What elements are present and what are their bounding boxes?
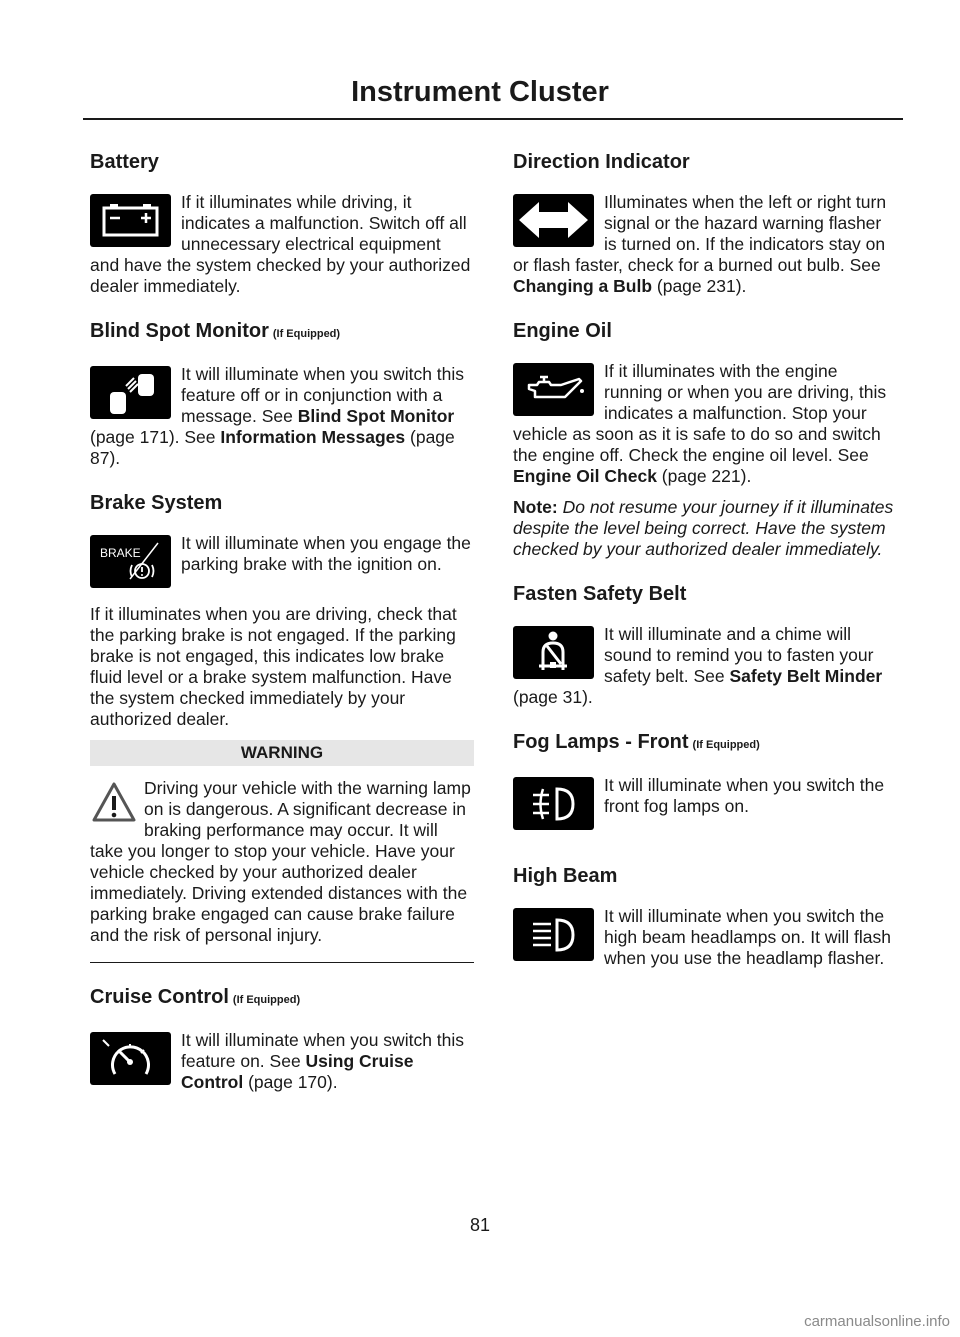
fog-lamp-icon	[513, 777, 594, 830]
cruise-section	[90, 983, 474, 1093]
note-text: Do not resume your journey if it illuminates despite the level being correct. Have the system checked by your authorized dealer immediately.	[513, 497, 894, 559]
brake-icon-label: BRAKE	[100, 546, 141, 560]
blind-spot-text-c: (page 87).	[90, 427, 455, 468]
battery-text: If it illuminates while driving, it indicates a malfunction. Switch off all unnecessary electrical equipment and have the system checked by your authorized dealer immediately.	[90, 192, 471, 296]
warning-rule	[90, 962, 474, 963]
left-column	[90, 148, 474, 1113]
page-title: Instrument Cluster	[351, 76, 609, 108]
cruise-text-b: (page 170).	[243, 1072, 338, 1092]
engine-oil-note	[513, 497, 897, 560]
changing-a-bulb-link[interactable]: Changing a Bulb	[513, 276, 653, 296]
fog-lamps-heading	[513, 728, 897, 759]
cruise-text-a: It will illuminate when you switch this feature on. See	[181, 1030, 465, 1071]
blind-spot-heading	[90, 317, 474, 348]
blind-spot-link[interactable]: Blind Spot Monitor	[297, 406, 455, 426]
high-beam-text: It will illuminate when you switch the high beam headlamps on. It will flash when you use the headlamp flasher.	[604, 906, 891, 968]
information-messages-link[interactable]: Information Messages	[220, 427, 406, 447]
engine-oil-text-a: If it illuminates with the engine running or when you are driving, this indicates a malfunction. Stop your vehicle as soon as it is safe to do so and switch the engine off. Check the engine oil level. See	[513, 361, 887, 465]
brake-heading: Brake System	[90, 492, 223, 514]
direction-heading: Direction Indicator	[513, 151, 690, 173]
high-beam-icon	[513, 908, 594, 961]
engine-oil-section	[513, 317, 897, 560]
direction-text-a: Illuminates when the left or right turn signal or the hazard warning flasher is turned on. If the indicators stay on or flash faster, check for a burned out bulb. See	[513, 192, 887, 275]
high-beam-section	[513, 862, 897, 969]
brake-section	[90, 489, 474, 730]
brake-text-1: It will illuminate when you engage the parking brake with the ignition on.	[181, 533, 471, 574]
safety-belt-text-a: It will illuminate and a chime will sound to remind you to fasten your safety belt. See	[604, 624, 874, 686]
blind-spot-icon	[90, 366, 171, 419]
brake-icon	[90, 535, 171, 588]
warning-box	[90, 740, 474, 963]
blind-spot-text-a: It will illuminate when you switch this feature off or in conjunction with a message. See	[181, 364, 465, 426]
engine-oil-check-link[interactable]: Engine Oil Check	[513, 466, 657, 486]
battery-icon	[90, 194, 171, 247]
oil-can-icon	[513, 363, 594, 416]
fog-lamps-qualifier: (If Equipped)	[692, 739, 760, 751]
right-column	[513, 148, 897, 989]
note-label: Note:	[513, 497, 558, 517]
blind-spot-title: Blind Spot Monitor	[90, 320, 269, 342]
engine-oil-heading: Engine Oil	[513, 320, 612, 342]
direction-section	[513, 148, 897, 297]
brake-text-2: If it illuminates when you are driving, check that the parking brake is not engaged. If the parking brake is not engaged, this indicates low brake fluid level or a brake system malfunction. Have the system checked immediately by your authorized dealer.	[90, 604, 457, 729]
page-number: 81	[469, 1215, 491, 1235]
battery-section	[90, 148, 474, 297]
safety-belt-heading: Fasten Safety Belt	[513, 583, 687, 605]
high-beam-heading: High Beam	[513, 865, 618, 887]
cruise-heading	[90, 983, 474, 1014]
direction-text-b: (page 231).	[652, 276, 747, 296]
turn-signal-arrows-icon	[513, 194, 594, 247]
blind-spot-text-b: (page 171). See	[90, 427, 221, 447]
engine-oil-text-b: (page 221).	[656, 466, 752, 486]
safety-belt-text-b: (page 31).	[513, 687, 593, 707]
blind-spot-qualifier: (If Equipped)	[272, 328, 341, 340]
watermark: carmanualsonline.info	[804, 1313, 950, 1330]
safety-belt-section	[513, 580, 897, 708]
fog-lamps-text: It will illuminate when you switch the front fog lamps on.	[604, 775, 885, 816]
warning-text: Driving your vehicle with the warning lamp on is dangerous. A significant decrease in braking performance may occur. It will take you longer to stop your vehicle. Have your vehicle checked by your authorized dealer immediately. Driving extended distances with the parking brake engaged can cause brake failure and the risk of personal injury.	[90, 778, 471, 945]
fog-lamps-section	[513, 728, 897, 840]
cruise-qualifier: (If Equipped)	[232, 994, 301, 1006]
fog-lamps-title: Fog Lamps - Front	[513, 731, 689, 753]
using-cruise-control-link[interactable]: Using Cruise Control	[181, 1051, 414, 1092]
cruise-title: Cruise Control	[90, 986, 229, 1008]
speedometer-icon	[90, 1032, 171, 1085]
battery-heading: Battery	[90, 151, 159, 173]
warning-heading: WARNING	[90, 740, 474, 766]
header-rule	[83, 118, 903, 120]
warning-triangle-icon	[90, 780, 138, 826]
blind-spot-section	[90, 317, 474, 469]
seatbelt-icon	[513, 626, 594, 679]
safety-belt-minder-link[interactable]: Safety Belt Minder	[729, 666, 883, 686]
